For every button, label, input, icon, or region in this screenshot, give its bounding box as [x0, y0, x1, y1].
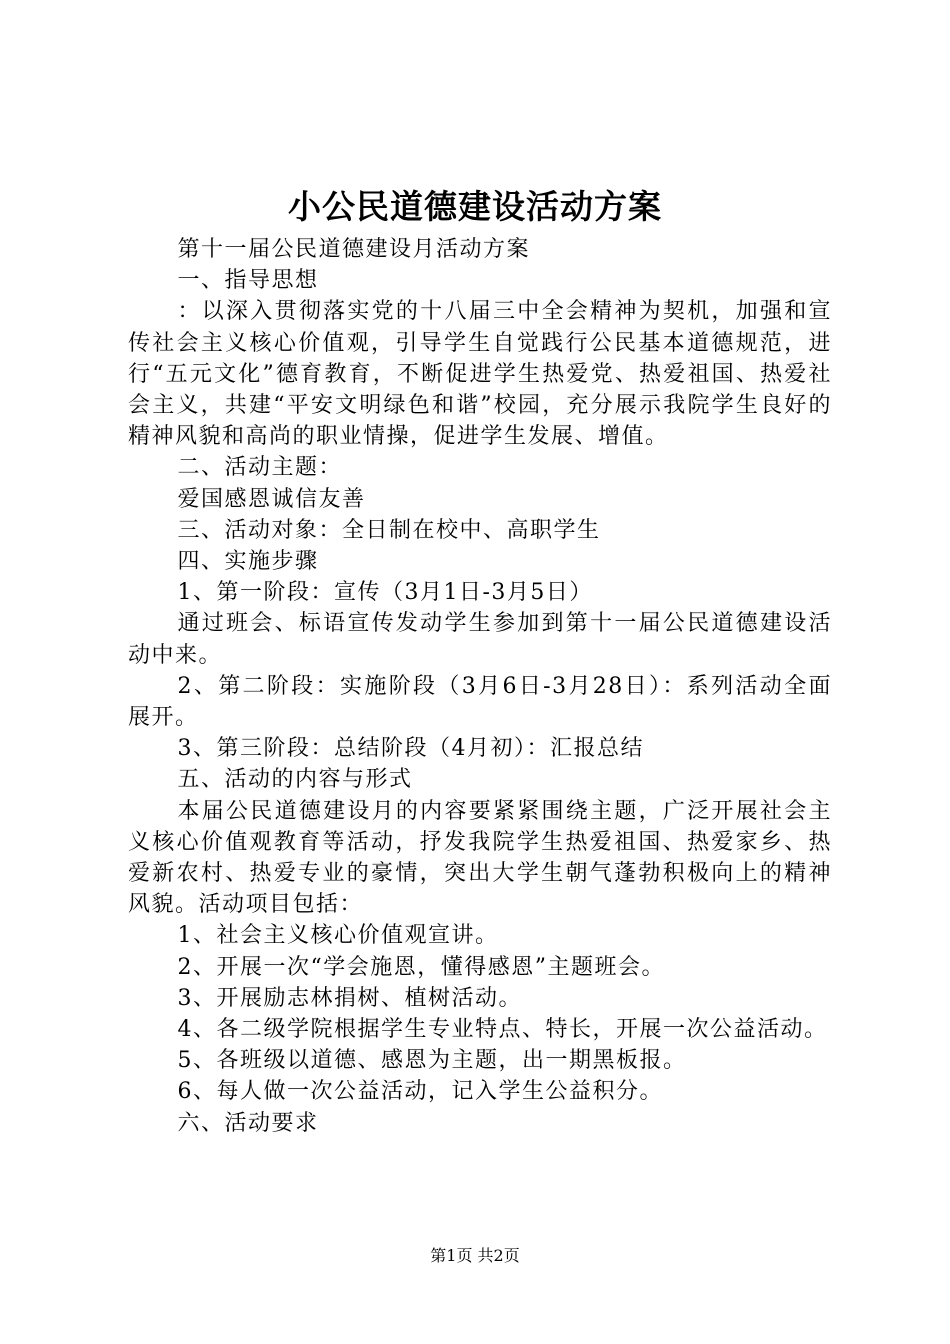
paragraph-step-one: 通过班会、标语宣传发动学生参加到第十一届公民道德建设活动中来。 — [128, 611, 832, 668]
paragraph-content-form: 本届公民道德建设月的内容要紧紧围绕主题，广泛开展社会主义核心价值观教育等活动，抒发我院学生热爱祖国、热爱家乡、热爱新农村、热爱专业的豪情，突出大学生朝气蓬勃积极向上的精神风貌。活动项目包括： — [128, 798, 832, 918]
step-two: 2、第二阶段：实施阶段（3月6日-3月28日）：系列活动全面展开。 — [128, 673, 832, 731]
list-item: 4、各二级学院根据学生专业特点、特长，开展一次公益活动。 — [177, 1017, 828, 1043]
document-body — [128, 234, 832, 1139]
list-item: 5、各班级以道德、感恩为主题，出一期黑板报。 — [177, 1048, 687, 1074]
step-one: 1、第一阶段：宣传（3月1日-3月5日） — [177, 580, 593, 606]
list-item: 3、开展励志林捐树、植树活动。 — [177, 985, 522, 1011]
heading-activity-theme: 二、活动主题： — [177, 455, 343, 481]
step-three: 3、第三阶段：总结阶段（4月初）：汇报总结 — [177, 736, 644, 762]
list-item: 1、社会主义核心价值观宣讲。 — [177, 923, 499, 949]
page-footer: 第1页 共2页 — [430, 1246, 520, 1265]
heading-implementation-steps: 四、实施步骤 — [177, 549, 319, 575]
heading-content-form: 五、活动的内容与形式 — [177, 767, 413, 793]
list-item: 6、每人做一次公益活动，记入学生公益积分。 — [177, 1079, 663, 1105]
paragraph-subtitle: 第十一届公民道德建设月活动方案 — [177, 237, 531, 262]
paragraph-guiding-thought: ：以深入贯彻落实党的十八届三中全会精神为契机，加强和宣传社会主义核心价值观，引导学生自觉践行公民基本道德规范，进行“五元文化”德育教育，不断促进学生热爱党、热爱祖国、热爱社会主义，共建“平安文明绿色和谐”校园，充分展示我院学生良好的精神风貌和高尚的职业情操，促进学生发展、增值。 — [128, 299, 832, 450]
paragraph-activity-theme: 爱国感恩诚信友善 — [177, 486, 366, 512]
heading-guiding-thought: 一、指导思想 — [177, 268, 319, 294]
list-item: 2、开展一次“学会施恩，懂得感恩”主题班会。 — [177, 954, 665, 980]
document-title: 小公民道德建设活动方案 — [288, 187, 662, 226]
heading-activity-requirements: 六、活动要求 — [177, 1110, 319, 1136]
heading-activity-target: 三、活动对象：全日制在校中、高职学生 — [177, 517, 601, 543]
